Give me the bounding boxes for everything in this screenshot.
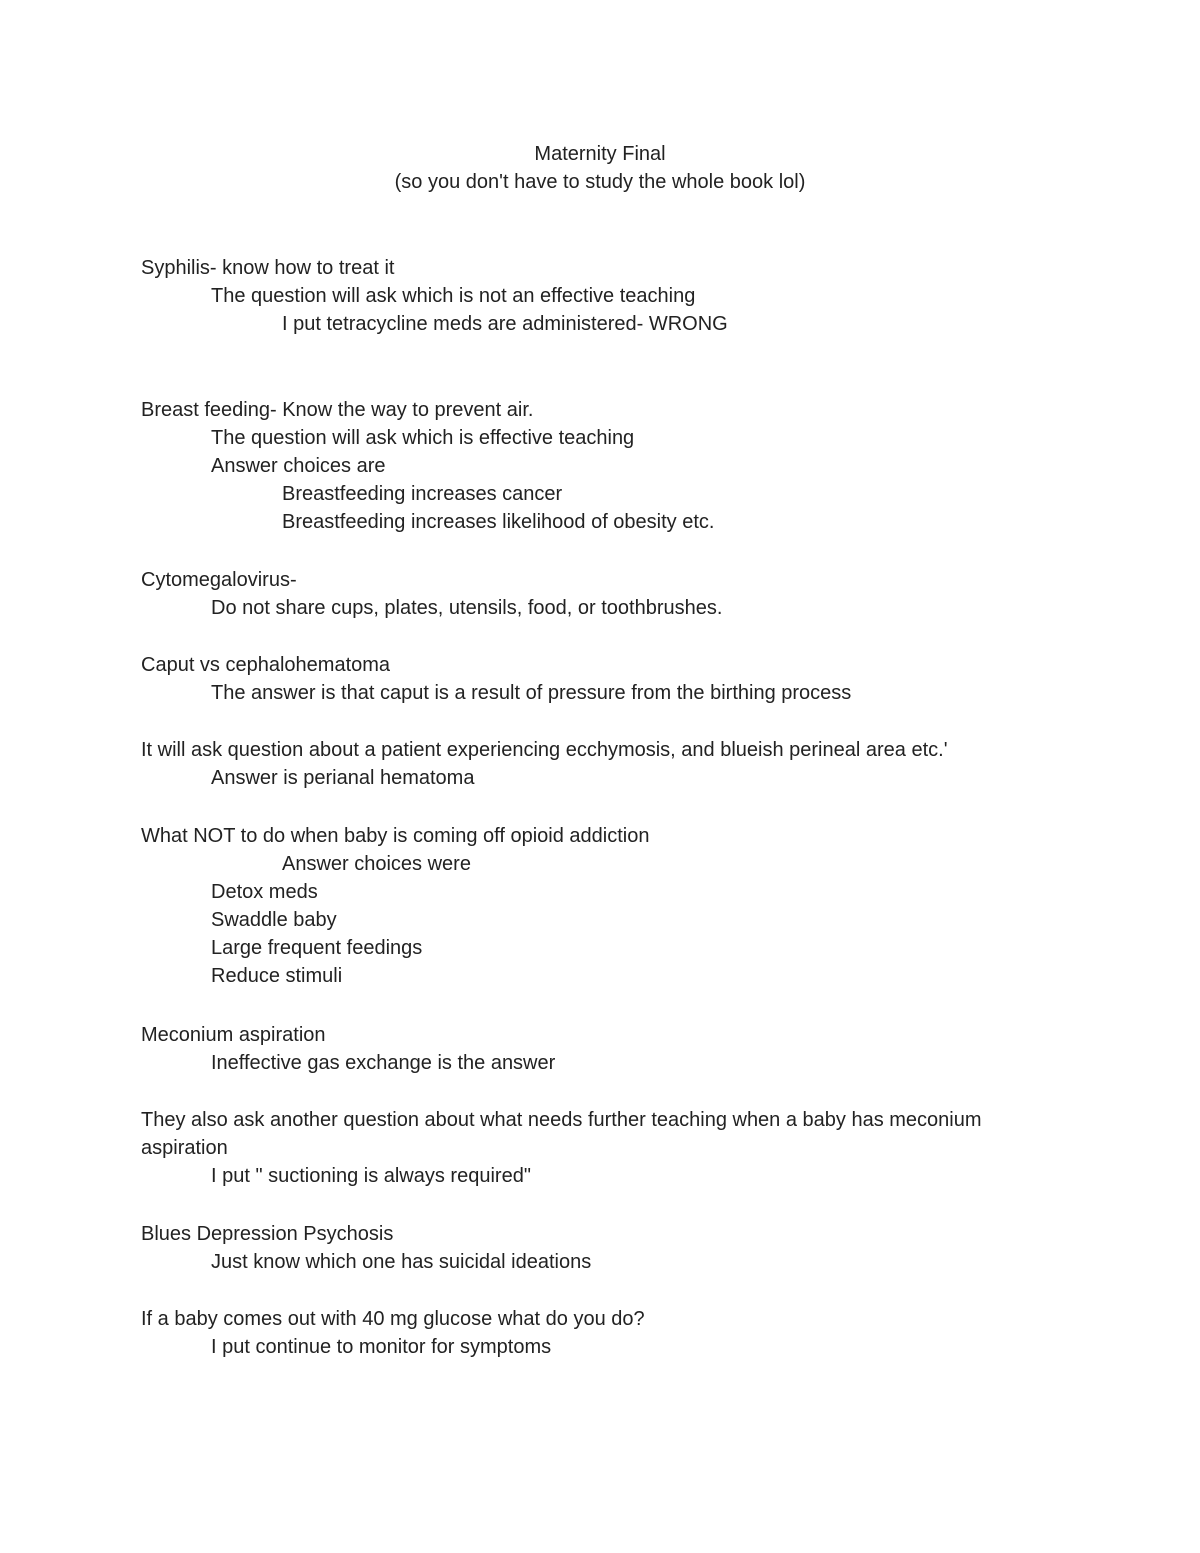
note-line: Do not share cups, plates, utensils, food, or toothbrushes. — [211, 597, 723, 619]
section-heading-glucose: If a baby comes out with 40 mg glucose what do you do? — [141, 1308, 645, 1330]
note-line: The question will ask which is not an effective teaching — [211, 285, 696, 307]
note-line: The answer is that caput is a result of pressure from the birthing process — [211, 682, 852, 704]
section-heading-continuation: aspiration — [141, 1137, 228, 1159]
answer-choice: Large frequent feedings — [211, 937, 423, 959]
section-heading-ecchymosis: It will ask question about a patient experiencing ecchymosis, and blueish perineal area etc.' — [141, 739, 948, 761]
note-line: I put continue to monitor for symptoms — [211, 1336, 552, 1358]
note-line: The question will ask which is effective teaching — [211, 427, 635, 449]
section-heading-syphilis: Syphilis- know how to treat it — [141, 257, 395, 279]
section-heading-postpartum-mood: Blues Depression Psychosis — [141, 1223, 394, 1245]
note-line: I put tetracycline meds are administered- WRONG — [282, 313, 728, 335]
section-heading-caput: Caput vs cephalohematoma — [141, 654, 391, 676]
answer-choice: Breastfeeding increases likelihood of obesity etc. — [282, 511, 715, 533]
answer-choice: Reduce stimuli — [211, 965, 343, 987]
note-line: Answer is perianal hematoma — [211, 767, 475, 789]
section-heading-further-teaching: They also ask another question about what needs further teaching when a baby has meconium — [141, 1109, 982, 1131]
note-line: Ineffective gas exchange is the answer — [211, 1052, 556, 1074]
section-heading-opioid: What NOT to do when baby is coming off opioid addiction — [141, 825, 650, 847]
answer-choice: Breastfeeding increases cancer — [282, 483, 563, 505]
note-line: Just know which one has suicidal ideations — [211, 1251, 592, 1273]
answer-choice: Detox meds — [211, 881, 318, 903]
page-subtitle: (so you don't have to study the whole book lol) — [394, 171, 806, 193]
note-line: I put " suctioning is always required" — [211, 1165, 531, 1187]
section-heading-breast-feeding: Breast feeding- Know the way to prevent air. — [141, 399, 534, 421]
note-line: Answer choices were — [282, 853, 471, 875]
page-title: Maternity Final — [534, 143, 666, 165]
note-line: Answer choices are — [211, 455, 386, 477]
section-heading-meconium: Meconium aspiration — [141, 1024, 326, 1046]
section-heading-cytomegalovirus: Cytomegalovirus- — [141, 569, 297, 591]
answer-choice: Swaddle baby — [211, 909, 337, 931]
